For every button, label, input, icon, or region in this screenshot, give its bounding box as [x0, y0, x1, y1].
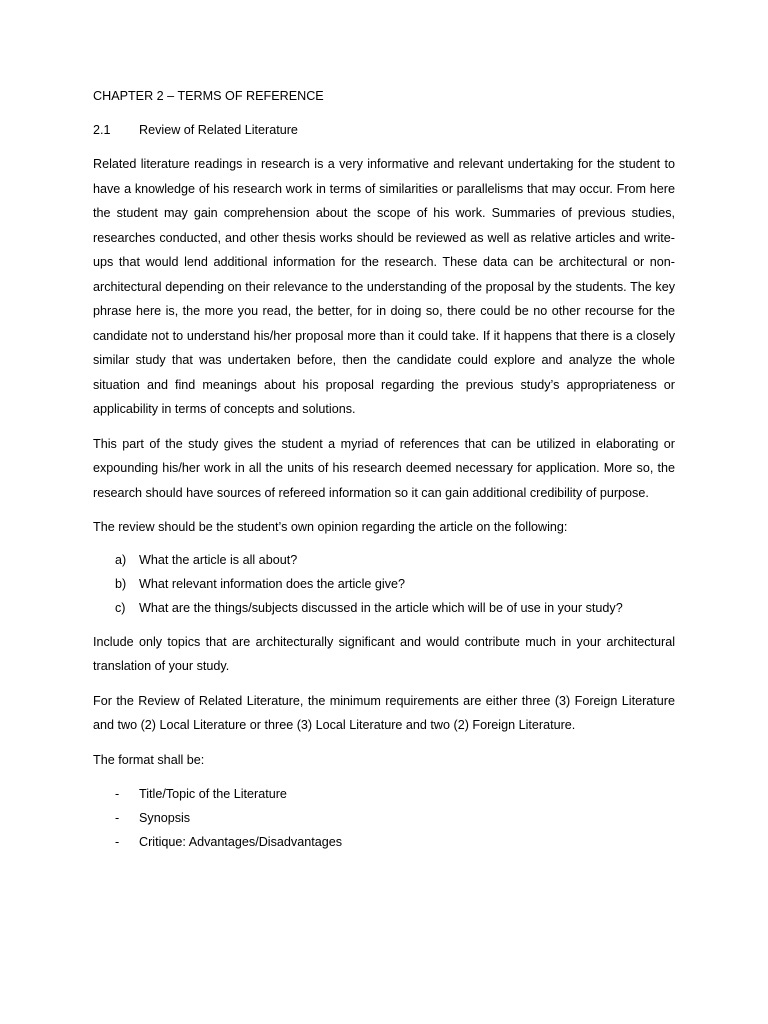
list-item-text: Critique: Advantages/Disadvantages [139, 835, 343, 849]
list-item [93, 572, 675, 596]
list-item-text: What the article is all about? [139, 552, 298, 567]
paragraph-references: This part of the study gives the student a myriad of references that can be utilized in elaborating or expounding his/her work in all the units of his research deemed necessary for application. More so, the research should have sources of refereed information so it can gain additional credibility of purpose. [93, 436, 675, 500]
document-page [93, 84, 675, 864]
list-item-text: What relevant information does the article give? [139, 576, 406, 591]
list-marker: b) [115, 576, 127, 591]
list-item-text: Synopsis [139, 811, 191, 825]
chapter-title: CHAPTER 2 – TERMS OF REFERENCE [93, 89, 324, 103]
paragraph-review-intro: The review should be the student’s own opinion regarding the article on the following: [93, 520, 568, 534]
paragraph-topics: Include only topics that are architecturally significant and would contribute much in your architectural translation of your study. [93, 634, 675, 673]
list-item-text: Title/Topic of the Literature [139, 787, 287, 801]
list-marker: - [115, 787, 120, 801]
list-item [93, 830, 675, 854]
question-list [93, 548, 675, 620]
paragraph-related-literature: Related literature readings in research is a very informative and relevant undertaking for the student to have a knowledge of his research work in terms of similarities or parallelisms that may occur. From here the student may gain comprehension about the scope of his work. Summaries of previous studies, researches conducted, and other thesis works should be reviewed as well as relative articles and write-ups that would lend additional information for the research. These data can be architectural or non-architectural depending on their relevance to the understanding of the proposal by the students. The key phrase here is, the more you read, the better, for in doing so, there could be no other recourse for the candidate not to understand his/her proposal more than it could take. If it happens that there is a closely similar study that was undertaken before, then the candidate could explore and analyze the whole situation and find meanings about his proposal regarding the previous study’s appropriateness or applicability in terms of concepts and solutions. [93, 157, 675, 416]
list-item [93, 782, 675, 806]
list-marker: - [115, 835, 120, 849]
list-item [93, 806, 675, 830]
paragraph-format-intro: The format shall be: [93, 752, 205, 767]
section-heading [93, 118, 675, 142]
list-marker: c) [115, 600, 126, 615]
paragraph-minimum-requirements: For the Review of Related Literature, the minimum requirements are either three (3) Foreign Literature and two (2) Local Literature or three (3) Local Literature and two (2) Foreign Literature. [93, 693, 675, 732]
list-item-text: What are the things/subjects discussed in the article which will be of use in your study? [139, 600, 623, 615]
format-list [93, 782, 675, 854]
section-title: Review of Related Literature [139, 123, 298, 137]
list-marker: a) [115, 552, 127, 567]
list-marker: - [115, 811, 120, 825]
list-item [93, 596, 675, 620]
section-number: 2.1 [93, 123, 111, 137]
list-item [93, 548, 675, 572]
